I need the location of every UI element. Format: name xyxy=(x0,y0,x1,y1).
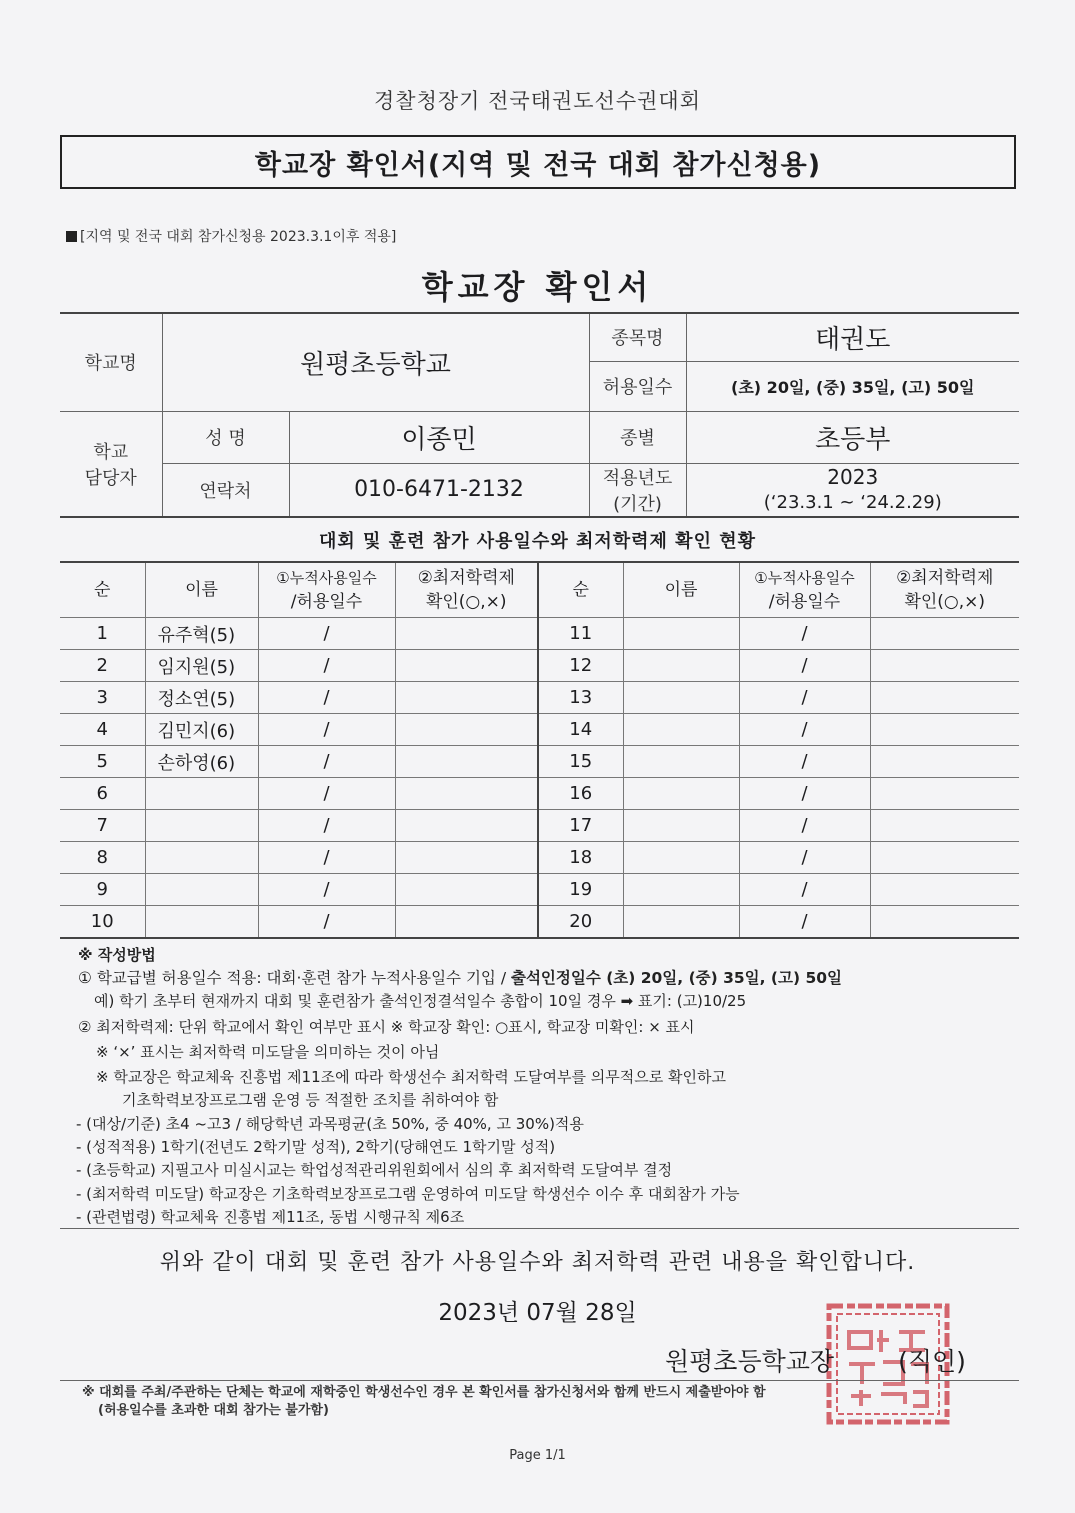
row-check-right xyxy=(870,874,1019,906)
row-name-right xyxy=(623,778,739,810)
header-check-line2: 확인(○,×) xyxy=(904,592,986,612)
divider xyxy=(60,1228,1019,1229)
row-check-left xyxy=(395,810,538,842)
row-no-right: 18 xyxy=(538,842,623,874)
instruction-2-note-a: ※ ‘×’ 표시는 최저학력 미도달을 의미하는 것이 아님 xyxy=(96,1043,440,1061)
document-title: 학교장 확인서 xyxy=(421,268,654,306)
row-name-right xyxy=(623,714,739,746)
row-name-right xyxy=(623,842,739,874)
page-number: Page 1/1 xyxy=(509,1448,566,1463)
row-days-left: / xyxy=(258,746,395,778)
instruction-2-note-c: 기초학력보장프로그램 운영 등 적절한 조치를 취하여야 함 xyxy=(122,1091,499,1109)
row-no-right: 20 xyxy=(538,906,623,939)
square-bullet-icon xyxy=(66,231,77,242)
row-days-right: / xyxy=(739,618,870,650)
row-check-left xyxy=(395,618,538,650)
header-days-line2: /허용일수 xyxy=(768,592,841,612)
row-no-left: 7 xyxy=(60,810,145,842)
row-days-left: / xyxy=(258,874,395,906)
row-no-right: 16 xyxy=(538,778,623,810)
row-no-left: 3 xyxy=(60,682,145,714)
year-label-line2: (기간) xyxy=(613,493,662,515)
row-no-right: 14 xyxy=(538,714,623,746)
detail-1: - (대상/기준) 초4 ~고3 / 해당학년 과목평균(초 50%, 중 40%, 고 30%)적용 xyxy=(76,1115,584,1133)
detail-2: - (성적적용) 1학기(전년도 2학기말 성적), 2학기(당해연도 1학기말 성적) xyxy=(76,1138,556,1156)
event-title: 경찰청장기 전국태권도선수권대회 xyxy=(374,89,701,113)
division-value: 초등부 xyxy=(686,411,1019,463)
table-row xyxy=(60,682,1019,714)
year-label xyxy=(589,463,686,517)
header-days-left xyxy=(258,562,395,618)
row-check-left xyxy=(395,842,538,874)
row-days-right: / xyxy=(739,906,870,939)
row-check-left xyxy=(395,714,538,746)
header-check-line1: ②최저학력제 xyxy=(417,568,515,588)
header-name-left: 이름 xyxy=(145,562,258,618)
row-name-left xyxy=(145,906,258,939)
row-days-left: / xyxy=(258,778,395,810)
row-no-left: 6 xyxy=(60,778,145,810)
roster-table xyxy=(60,561,1019,939)
section-title: 대회 및 훈련 참가 사용일수와 최저학력제 확인 현황 xyxy=(318,531,756,552)
manager-name: 이종민 xyxy=(289,411,589,463)
row-days-right: / xyxy=(739,746,870,778)
header-check-right xyxy=(870,562,1019,618)
header-days-right xyxy=(739,562,870,618)
row-days-right: / xyxy=(739,778,870,810)
sport-label: 종목명 xyxy=(589,313,686,361)
table-row xyxy=(60,778,1019,810)
row-days-left: / xyxy=(258,906,395,939)
row-name-right xyxy=(623,906,739,939)
header-name-right: 이름 xyxy=(623,562,739,618)
row-days-right: / xyxy=(739,650,870,682)
row-name-left: 정소연(5) xyxy=(145,682,258,714)
header-check-line1: ②최저학력제 xyxy=(896,568,994,588)
manager-label-line2: 담당자 xyxy=(84,467,137,489)
row-check-left xyxy=(395,778,538,810)
date: 2023년 07월 28일 xyxy=(438,1300,637,1326)
row-days-left: / xyxy=(258,842,395,874)
row-no-right: 19 xyxy=(538,874,623,906)
period: (‘23.3.1 ~ ‘24.2.29) xyxy=(763,491,942,513)
header-check-line2: 확인(○,×) xyxy=(425,592,507,612)
footnote-line-2: (허용일수를 초과한 대회 참가는 불가함) xyxy=(98,1403,329,1418)
row-no-right: 11 xyxy=(538,618,623,650)
heading: 학교장 확인서(지역 및 전국 대회 참가신청용) xyxy=(254,149,822,181)
manager-label-line1: 학교 xyxy=(93,441,129,463)
row-check-right xyxy=(870,778,1019,810)
row-check-right xyxy=(870,842,1019,874)
row-name-left: 손하영(6) xyxy=(145,746,258,778)
sport-value: 태권도 xyxy=(686,313,1019,361)
table-row xyxy=(60,810,1019,842)
row-no-left: 8 xyxy=(60,842,145,874)
row-no-left: 10 xyxy=(60,906,145,939)
divider xyxy=(60,1380,1019,1381)
row-name-left xyxy=(145,874,258,906)
row-name-right xyxy=(623,682,739,714)
instruction-2: ② 최저학력제: 단위 학교에서 확인 여부만 표시 ※ 학교장 확인: ○표시, 학교장 미확인: × 표시 xyxy=(78,1018,695,1036)
apply-note-text: [지역 및 전국 대회 참가신청용 2023.3.1이후 적용] xyxy=(80,229,397,245)
row-name-left: 임지원(5) xyxy=(145,650,258,682)
contact-value: 010-6471-2132 xyxy=(289,463,589,517)
row-name-right xyxy=(623,810,739,842)
row-days-left: / xyxy=(258,650,395,682)
confirmation-text: 위와 같이 대회 및 훈련 참가 사용일수와 최저학력 관련 내용을 확인합니다. xyxy=(159,1250,916,1275)
row-check-right xyxy=(870,650,1019,682)
row-check-right xyxy=(870,714,1019,746)
footnote xyxy=(82,1384,766,1420)
row-days-left: / xyxy=(258,682,395,714)
manager-label xyxy=(60,411,162,517)
row-days-right: / xyxy=(739,874,870,906)
apply-note xyxy=(66,226,396,246)
school-info-table xyxy=(60,312,1019,518)
header-days-line1: ①누적사용일수 xyxy=(276,569,377,587)
table-row xyxy=(60,906,1019,939)
detail-4: - (최저학력 미도달) 학교장은 기초학력보장프로그램 운영하여 미도달 학생선수 이수 후 대회참가 가능 xyxy=(76,1185,740,1203)
row-name-left xyxy=(145,842,258,874)
instruction-1-example: 예) 학기 초부터 현재까지 대회 및 훈련참가 출석인정결석일수 총합이 10일 경우 ➡ 표기: (고)10/25 xyxy=(94,992,747,1010)
row-no-left: 2 xyxy=(60,650,145,682)
header-days-line1: ①누적사용일수 xyxy=(754,569,855,587)
header-no-left: 순 xyxy=(60,562,145,618)
contact-label: 연락처 xyxy=(162,463,289,517)
row-name-left: 유주혁(5) xyxy=(145,618,258,650)
row-days-right: / xyxy=(739,682,870,714)
name-label: 성 명 xyxy=(162,411,289,463)
row-no-right: 13 xyxy=(538,682,623,714)
row-days-left: / xyxy=(258,714,395,746)
row-name-right xyxy=(623,618,739,650)
row-no-left: 9 xyxy=(60,874,145,906)
row-name-right xyxy=(623,874,739,906)
division-label: 종별 xyxy=(589,411,686,463)
row-name-left xyxy=(145,810,258,842)
row-check-left xyxy=(395,906,538,939)
row-name-right xyxy=(623,746,739,778)
instruction-1 xyxy=(78,966,842,988)
seal-label: (직인) xyxy=(898,1347,966,1376)
table-row xyxy=(60,746,1019,778)
row-days-left: / xyxy=(258,618,395,650)
allowed-days-value: (초) 20일, (중) 35일, (고) 50일 xyxy=(686,361,1019,411)
table-row xyxy=(60,842,1019,874)
instructions-heading: ※ 작성방법 xyxy=(78,946,156,964)
allowed-days-label: 허용일수 xyxy=(589,361,686,411)
row-check-right xyxy=(870,810,1019,842)
row-check-left xyxy=(395,650,538,682)
year-label-line1: 적용년도 xyxy=(602,467,673,489)
heading-box xyxy=(60,135,1016,189)
table-row xyxy=(60,714,1019,746)
header-days-line2: /허용일수 xyxy=(290,592,363,612)
instruction-1-bold: 출석인정일수 (초) 20일, (중) 35일, (고) 50일 xyxy=(510,969,843,987)
row-check-right xyxy=(870,618,1019,650)
row-name-right xyxy=(623,650,739,682)
row-no-left: 1 xyxy=(60,618,145,650)
table-row xyxy=(60,618,1019,650)
row-no-right: 17 xyxy=(538,810,623,842)
row-no-right: 12 xyxy=(538,650,623,682)
footnote-line-1: ※ 대회를 주최/주관하는 단체는 학교에 재학중인 학생선수인 경우 본 확인서를 참가신청서와 함께 반드시 제출받아야 함 xyxy=(82,1385,766,1400)
table-row xyxy=(60,874,1019,906)
instruction-2-note-b: ※ 학교장은 학교체육 진흥법 제11조에 따라 학생선수 최저학력 도달여부를 의무적으로 확인하고 xyxy=(96,1068,726,1086)
year: 2023 xyxy=(827,464,879,489)
row-days-right: / xyxy=(739,842,870,874)
detail-5: - (관련법령) 학교체육 진흥법 제11조, 동법 시행규칙 제6조 xyxy=(76,1208,465,1226)
row-check-right xyxy=(870,746,1019,778)
row-days-left: / xyxy=(258,810,395,842)
roster-header-row xyxy=(60,562,1019,618)
school-name: 원평초등학교 xyxy=(162,313,589,411)
row-name-left xyxy=(145,778,258,810)
header-check-left xyxy=(395,562,538,618)
row-check-left xyxy=(395,682,538,714)
school-label: 학교명 xyxy=(60,313,162,411)
row-name-left: 김민지(6) xyxy=(145,714,258,746)
row-days-right: / xyxy=(739,810,870,842)
year-value xyxy=(686,463,1019,517)
row-check-right xyxy=(870,682,1019,714)
instruction-1-text: ① 학교급별 허용일수 적용: 대회·훈련 참가 누적사용일수 기입 / xyxy=(78,969,511,987)
row-no-left: 5 xyxy=(60,746,145,778)
row-no-left: 4 xyxy=(60,714,145,746)
row-check-left xyxy=(395,746,538,778)
signer: 원평초등학교장 xyxy=(665,1347,835,1376)
detail-3: - (초등학교) 지필고사 미실시교는 학업성적관리위원회에서 심의 후 최저학력 도달여부 결정 xyxy=(76,1161,673,1179)
row-no-right: 15 xyxy=(538,746,623,778)
header-no-right: 순 xyxy=(538,562,623,618)
table-row xyxy=(60,650,1019,682)
row-check-left xyxy=(395,874,538,906)
row-check-right xyxy=(870,906,1019,939)
signature-block xyxy=(665,1342,966,1378)
row-days-right: / xyxy=(739,714,870,746)
